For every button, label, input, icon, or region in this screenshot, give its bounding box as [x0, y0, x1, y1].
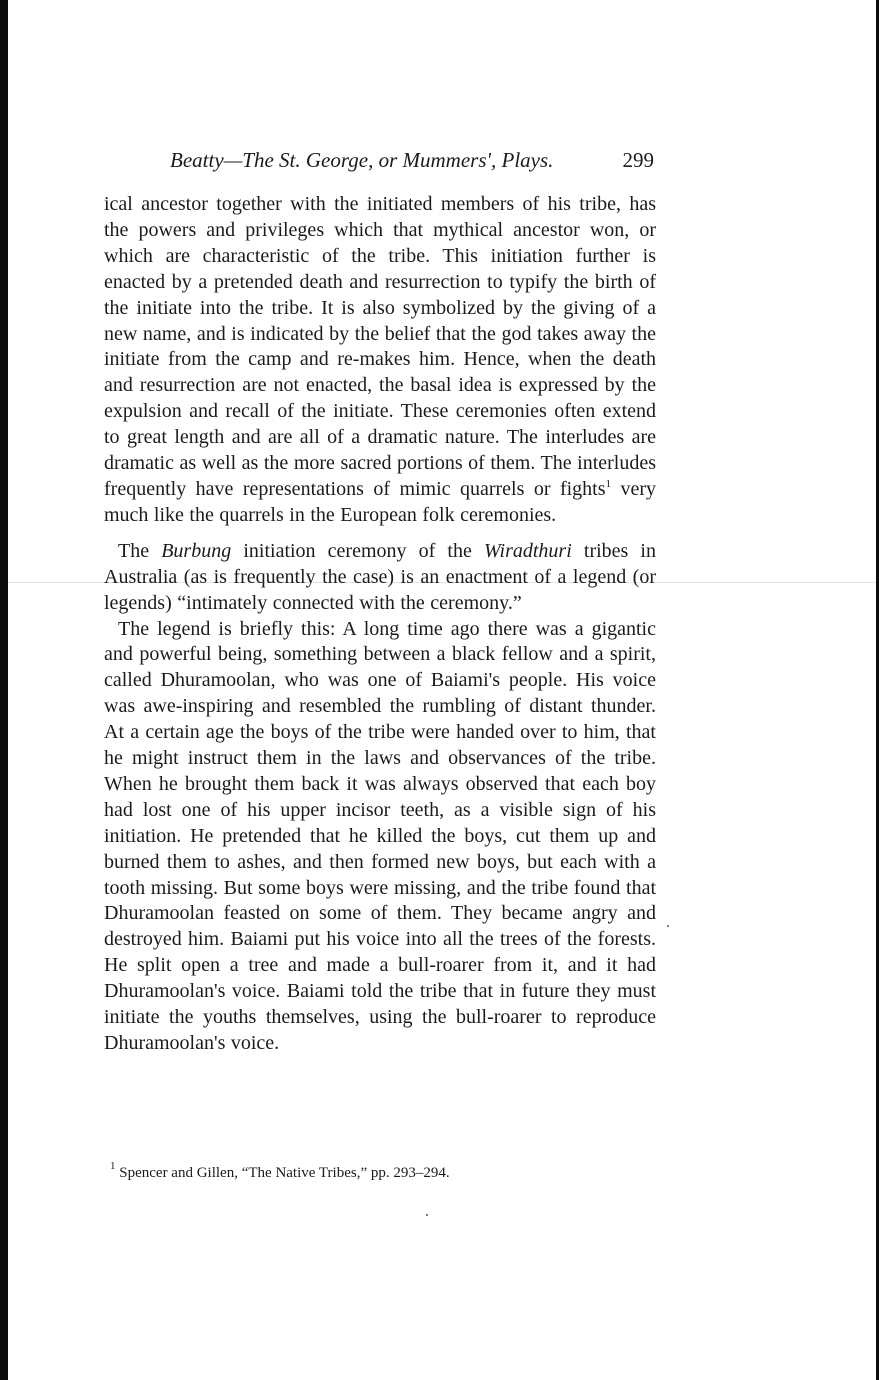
- scan-speck: [426, 1214, 428, 1216]
- scan-speck: [667, 925, 669, 927]
- paragraph-text: The: [118, 539, 162, 562]
- paragraph-text-continued: very much like the quarrels in the European folk ceremonies.: [104, 477, 656, 526]
- italic-term-wiradthuri: Wiradthuri: [483, 539, 572, 562]
- italic-term-burbung: Burbung: [161, 539, 232, 562]
- footnote-reference: 1: [605, 477, 612, 490]
- footnote-text: Spencer and Gillen, “The Native Tribes,” pp. 293–294.: [119, 1165, 450, 1181]
- running-title: Beatty—The St. George, or Mummers', Plays.: [170, 148, 554, 172]
- page-number: 299: [622, 148, 654, 172]
- paragraph-text: The legend is briefly this: A long time ago there was a gigantic and powerful being, something between a black fellow and a spirit, called Dhuramoolan, who was one of Baiami's people. His voice was awe-inspiring and resembled the rumbling of distant thunder. At a certain age the boys of the tribe were handed over to him, that he might instruct them in the laws and observances of the tribe. When he brought them back it was always observed that each boy had lost one of his upper incisor teeth, as a visible sign of his initiation. He pretended that he killed the boys, cut them up and burned them to ashes, and then formed new boys, but each with a tooth missing. But some boys were missing, and the tribe found that Dhuramoolan feasted on some of them. They became angry and destroyed him. Baiami put his voice into all the trees of the forests. He split open a tree and made a bull-roarer from it, and it had Dhuramoolan's voice. Baiami told the tribe that in future they must initiate the youths themselves, using the bull-roarer to reproduce Dhuramoolan's voice.: [104, 617, 656, 1054]
- scan-left-edge: [0, 0, 8, 1380]
- paragraph-continuation: [104, 192, 656, 529]
- page-body: [104, 138, 656, 1057]
- paragraph-text: ical ancestor together with the initiated members of his tribe, has the powers and privileges which that mythical ancestor won, or which are characteristic of the tribe. This initiation further is enacted by a pretended death and resurrection to typify the birth of the initiate into the tribe. It is also symbolized by the giving of a new name, and is indicated by the belief that the god takes away the initiate from the camp and re-makes him. Hence, when the death and resurrection are not enacted, the basal idea is expressed by the expulsion and recall of the initiate. These ceremonies often extend to great length and are all of a dramatic nature. The interludes are dramatic as well as the more sacred portions of them. The interludes frequently have representations of mimic quarrels or fights: [104, 193, 656, 500]
- paragraph-text: tribes in Australia (as is frequently the case) is an enactment of a legend (or legends) “intimately connected with the ceremony.”: [104, 539, 656, 614]
- page-header: [104, 138, 656, 182]
- paragraph-legend: [104, 617, 656, 1057]
- paragraph-text: initiation ceremony of the: [231, 539, 484, 562]
- footnote-mark: 1: [110, 1160, 116, 1172]
- paragraph-burbung: [104, 539, 656, 617]
- footnote: [110, 1160, 450, 1183]
